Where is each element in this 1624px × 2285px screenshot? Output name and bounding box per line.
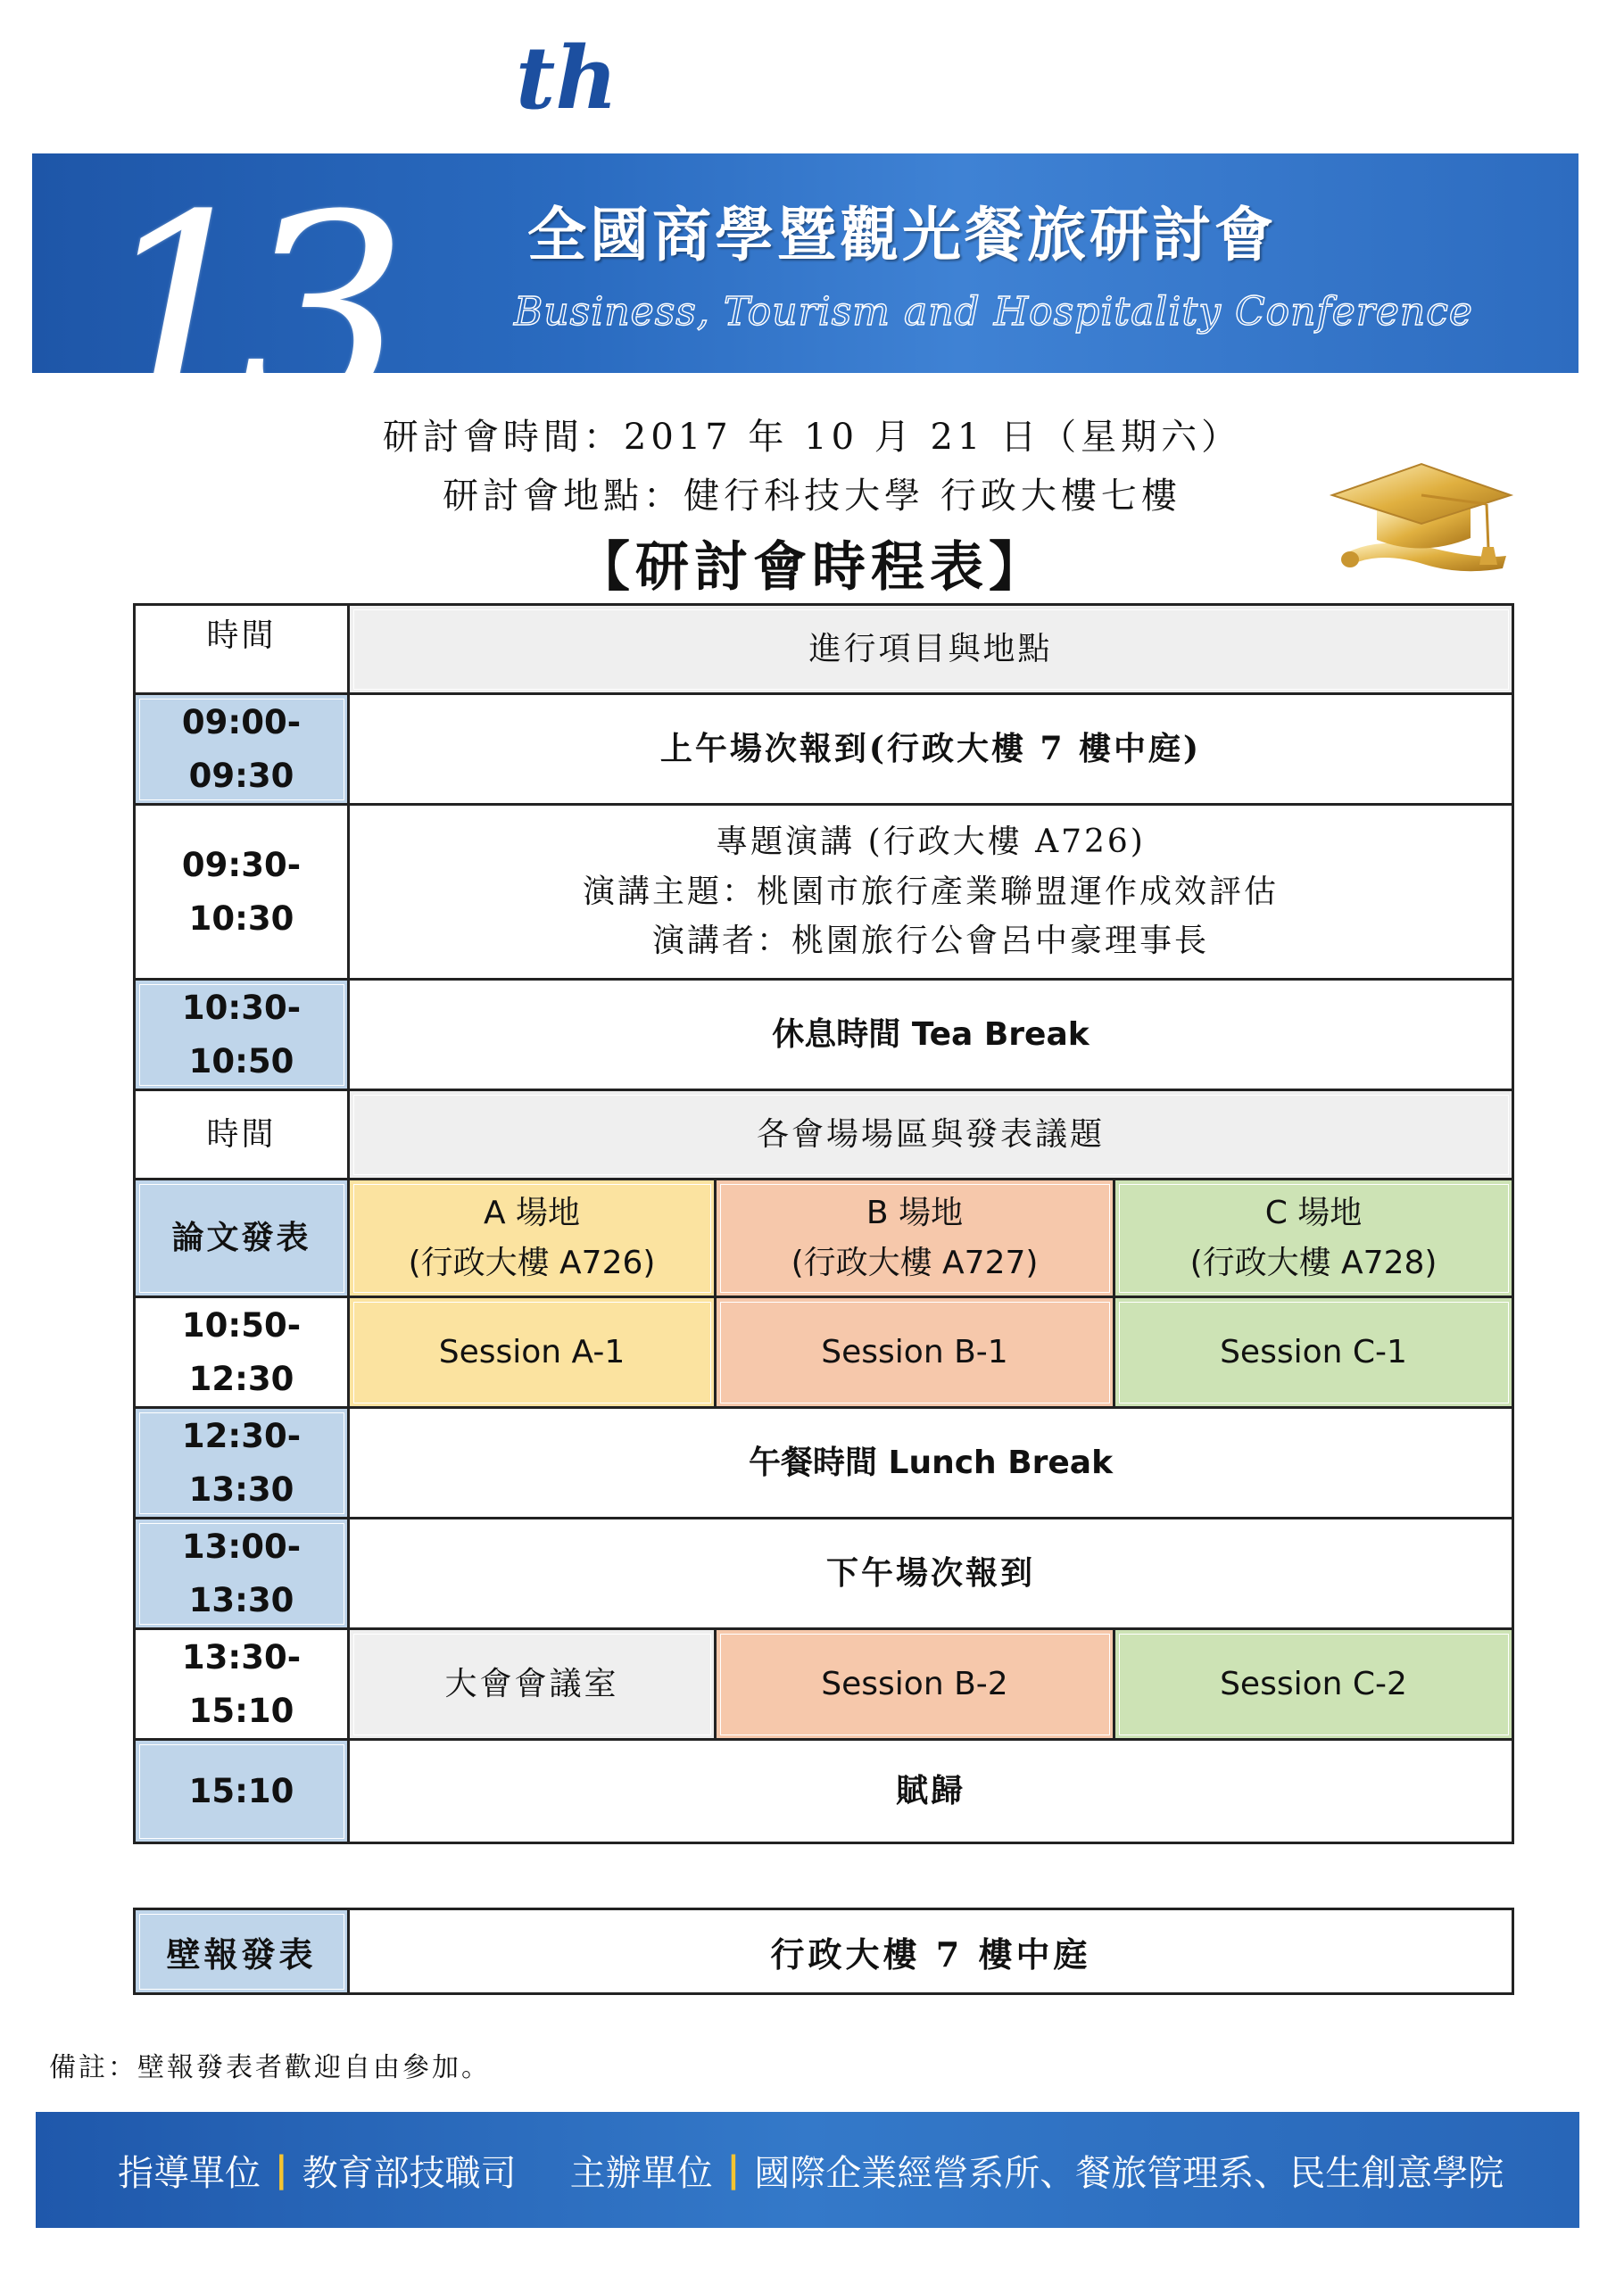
table-row — [135, 694, 1513, 805]
venue-b: B 場地 (行政大樓 A727) — [716, 1180, 1114, 1297]
checkin-pm: 下午場次報到 — [349, 1519, 1513, 1629]
edition-number: 13 — [95, 158, 382, 469]
conference-subtitle: Business, Tourism and Hospitality Conference — [514, 289, 1473, 335]
time-cell: 15:10 — [135, 1740, 349, 1843]
header-time-2: 時間 — [135, 1090, 349, 1180]
paper-presentation-label: 論文發表 — [135, 1180, 349, 1297]
time-cell: 09:30- 10:30 — [135, 805, 349, 980]
table-row — [135, 1629, 1513, 1740]
conference-title: 全國商學暨觀光餐旅研討會 — [527, 201, 1277, 269]
graduation-cap-icon — [1328, 451, 1515, 584]
guide-value: 教育部技職司 — [302, 2152, 517, 2194]
table-row — [135, 1408, 1513, 1519]
schedule-table — [133, 603, 1514, 1844]
footnote: 備註：壁報發表者歡迎自由參加。 — [49, 2052, 491, 2083]
session-b1: Session B-1 — [716, 1297, 1114, 1408]
keynote-speaker: 演講者：桃園旅行公會呂中豪理事長 — [652, 923, 1210, 960]
host-label: 主辦單位 — [569, 2152, 713, 2194]
time-cell: 09:00- 09:30 — [135, 694, 349, 805]
lunch-break: 午餐時間 Lunch Break — [349, 1408, 1513, 1519]
conference-place: 研討會地點：健行科技大學 行政大樓七樓 — [443, 476, 1181, 517]
edition-ordinal: th — [516, 28, 618, 128]
header-item: 進行項目與地點 — [349, 605, 1513, 694]
main-conference-room: 大會會議室 — [349, 1629, 716, 1740]
conference-time: 研討會時間：2017 年 10 月 21 日（星期六） — [382, 417, 1242, 458]
schedule-title: 【研討會時程表】 — [576, 536, 1048, 599]
guide-label: 指導單位 — [118, 2152, 261, 2194]
separator: | — [726, 2149, 741, 2190]
time-cell: 12:30- 13:30 — [135, 1408, 349, 1519]
table-row — [135, 1909, 1513, 1994]
table-row — [135, 1519, 1513, 1629]
session-b2: Session B-2 — [716, 1629, 1114, 1740]
table-row — [135, 1740, 1513, 1843]
session-c2: Session C-2 — [1114, 1629, 1513, 1740]
closing: 賦歸 — [349, 1740, 1513, 1843]
session-c1: Session C-1 — [1114, 1297, 1513, 1408]
table-row — [135, 980, 1513, 1090]
venue-row — [135, 1180, 1513, 1297]
table-row — [135, 805, 1513, 980]
keynote-title: 專題演講 (行政大樓 A726) — [716, 823, 1146, 860]
table-header-row — [135, 605, 1513, 694]
keynote-cell — [349, 805, 1513, 980]
time-cell: 10:50- 12:30 — [135, 1297, 349, 1408]
table-header-row — [135, 1090, 1513, 1180]
checkin-am: 上午場次報到(行政大樓 7 樓中庭) — [349, 694, 1513, 805]
poster-table — [133, 1908, 1514, 1995]
time-cell: 10:30- 10:50 — [135, 980, 349, 1090]
session-a1: Session A-1 — [349, 1297, 716, 1408]
keynote-topic: 演講主題：桃園市旅行產業聯盟運作成效評估 — [583, 873, 1280, 910]
separator: | — [275, 2149, 288, 2190]
time-cell: 13:00- 13:30 — [135, 1519, 349, 1629]
organizer-footer — [36, 2112, 1579, 2228]
table-row — [135, 1297, 1513, 1408]
header-venues: 各會場場區與發表議題 — [349, 1090, 1513, 1180]
venue-c: C 場地 (行政大樓 A728) — [1114, 1180, 1513, 1297]
header-time: 時間 — [135, 605, 349, 694]
tea-break: 休息時間 Tea Break — [349, 980, 1513, 1090]
host-value: 國際企業經營系所、餐旅管理系、民生創意學院 — [754, 2152, 1504, 2194]
time-cell: 13:30- 15:10 — [135, 1629, 349, 1740]
venue-a: A 場地 (行政大樓 A726) — [349, 1180, 716, 1297]
poster-place: 行政大樓 7 樓中庭 — [349, 1909, 1513, 1994]
poster-label: 壁報發表 — [135, 1909, 349, 1994]
